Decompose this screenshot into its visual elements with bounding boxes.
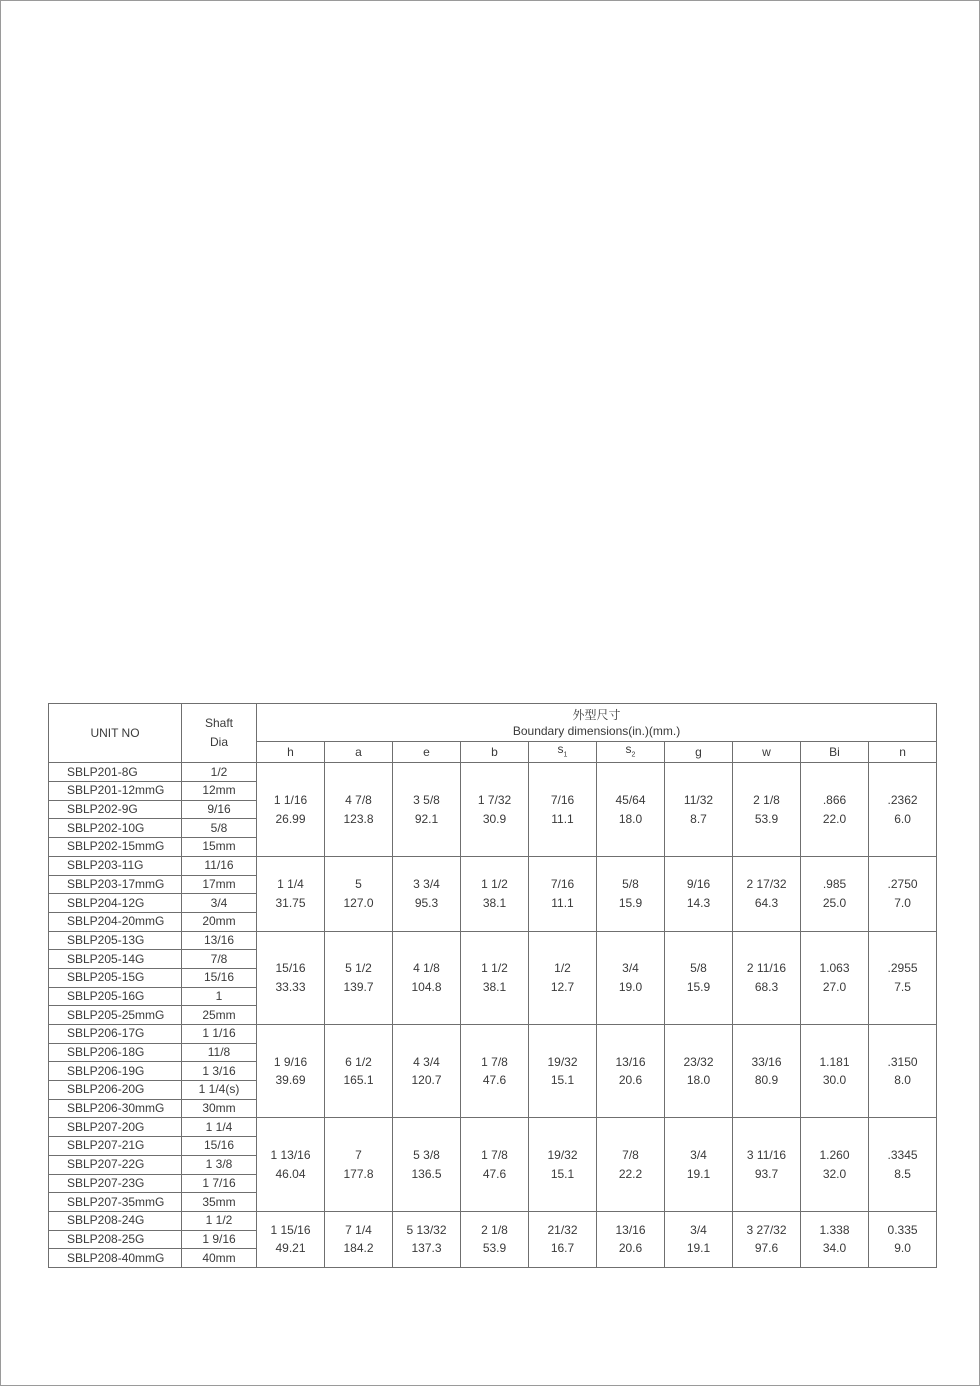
dimension-inch: 3/4 <box>622 961 639 976</box>
dimension-inch: 1.181 <box>819 1054 850 1069</box>
dimension-cell <box>325 1118 393 1211</box>
table-body <box>49 704 937 1268</box>
dimension-cell <box>733 1118 801 1211</box>
dimension-inch: 1.338 <box>819 1222 850 1237</box>
dimension-mm: 31.75 <box>275 895 306 910</box>
shaft-dia-cell: 13/16 <box>182 931 257 950</box>
column-header-9 <box>869 742 937 763</box>
unit-no-cell: SBLP202-9G <box>49 800 182 819</box>
shaft-dia-cell: 12mm <box>182 782 257 801</box>
column-header-3 <box>461 742 529 763</box>
dimension-mm: 20.6 <box>618 1073 643 1088</box>
dimension-mm: 68.3 <box>754 979 779 994</box>
dimension-mm: 34.0 <box>822 1241 847 1256</box>
dimension-cell <box>869 1025 937 1118</box>
dimension-mm: 8.7 <box>690 811 707 826</box>
table-row <box>49 1118 937 1137</box>
unit-no-cell: SBLP208-25G <box>49 1230 182 1249</box>
dimension-cell <box>801 763 869 856</box>
unit-no-cell: SBLP203-17mmG <box>49 875 182 894</box>
dimension-inch: 1 1/4 <box>277 877 304 891</box>
dimension-inch: 3 3/4 <box>413 877 440 891</box>
dimension-inch: 1 13/16 <box>270 1147 311 1162</box>
shaft-dia-cell: 1 9/16 <box>182 1230 257 1249</box>
dimension-mm: 25.0 <box>822 895 847 910</box>
dimension-inch: .866 <box>822 792 847 807</box>
dimension-cell <box>733 931 801 1024</box>
dimension-inch: 7 <box>355 1147 362 1162</box>
dimension-mm: 18.0 <box>618 811 643 826</box>
table-row <box>49 931 937 950</box>
shaft-dia-cell: 35mm <box>182 1193 257 1212</box>
dimension-mm: 6.0 <box>894 811 911 826</box>
dimension-cell <box>393 1025 461 1118</box>
dimension-inch: 1 9/16 <box>273 1054 308 1069</box>
dimension-inch: 1 7/8 <box>481 1147 508 1162</box>
shaft-dia-cell: 1 1/16 <box>182 1025 257 1044</box>
dimension-inch: 1.063 <box>819 961 850 976</box>
dimension-inch: 2 11/16 <box>746 961 787 976</box>
dimension-mm: 47.6 <box>482 1166 507 1181</box>
dimension-cell <box>257 1025 325 1118</box>
dimension-inch: 3 27/32 <box>746 1222 787 1237</box>
dimension-cell <box>257 931 325 1024</box>
header-row-1 <box>49 704 937 742</box>
dimension-mm: 15.9 <box>618 895 643 910</box>
shaft-dia-cell: 11/16 <box>182 856 257 875</box>
shaft-dia-cell: 1/2 <box>182 763 257 782</box>
dims-header-cn: 外型尺寸 <box>572 707 621 722</box>
dimension-mm: 53.9 <box>482 1241 507 1256</box>
dimension-inch: 13/16 <box>615 1222 646 1237</box>
dimension-mm: 16.7 <box>550 1241 575 1256</box>
shaft-dia-cell: 5/8 <box>182 819 257 838</box>
dimension-mm: 120.7 <box>411 1073 442 1088</box>
dimension-mm: 15.1 <box>550 1073 575 1088</box>
dimension-cell <box>733 1025 801 1118</box>
unit-no-cell: SBLP202-15mmG <box>49 838 182 857</box>
dimension-mm: 11.1 <box>551 811 574 826</box>
dimension-mm: 177.8 <box>343 1166 374 1181</box>
dimension-mm: 11.1 <box>551 895 574 910</box>
dimension-mm: 165.1 <box>343 1073 374 1088</box>
dimension-mm: 27.0 <box>822 979 847 994</box>
dimension-mm: 19.1 <box>686 1241 711 1256</box>
shaft-dia-cell: 1 1/2 <box>182 1211 257 1230</box>
dimension-cell <box>325 1025 393 1118</box>
dimension-cell <box>529 1118 597 1211</box>
shaft-header-line1: Shaft <box>204 716 234 731</box>
boundary-dimensions-header <box>257 704 937 742</box>
unit-no-cell: SBLP205-25mmG <box>49 1006 182 1025</box>
column-header-label: w <box>762 744 771 759</box>
dimension-inch: 6 1/2 <box>345 1054 372 1069</box>
dimension-inch: 3/4 <box>690 1222 707 1237</box>
dimension-mm: 53.9 <box>754 811 779 826</box>
dimension-cell <box>325 931 393 1024</box>
dimension-inch: 5/8 <box>622 877 639 891</box>
unit-no-cell: SBLP208-24G <box>49 1211 182 1230</box>
dimension-inch: 1 1/2 <box>481 961 508 976</box>
shaft-dia-cell: 20mm <box>182 912 257 931</box>
dimension-cell <box>665 1025 733 1118</box>
column-header-4 <box>529 742 597 763</box>
dimension-cell <box>257 763 325 856</box>
dimension-inch: 3 5/8 <box>413 792 440 807</box>
dimension-inch: 7 1/4 <box>345 1222 372 1237</box>
unit-no-cell: SBLP206-18G <box>49 1043 182 1062</box>
dimension-mm: 38.1 <box>482 979 507 994</box>
dimension-cell <box>869 856 937 931</box>
dimension-cell <box>529 931 597 1024</box>
dimension-cell <box>393 1118 461 1211</box>
dimension-mm: 9.0 <box>894 1241 911 1256</box>
unit-no-cell: SBLP205-15G <box>49 968 182 987</box>
dimension-mm: 15.1 <box>550 1166 575 1181</box>
shaft-dia-cell: 1 7/16 <box>182 1174 257 1193</box>
unit-no-cell: SBLP201-12mmG <box>49 782 182 801</box>
unit-no-cell: SBLP207-23G <box>49 1174 182 1193</box>
column-header-8 <box>801 742 869 763</box>
column-header-label: g <box>695 744 702 759</box>
dimension-cell <box>325 1211 393 1267</box>
shaft-header-line2: Dia <box>209 735 228 750</box>
dimension-mm: 38.1 <box>482 895 507 910</box>
dimension-mm: 93.7 <box>754 1166 779 1181</box>
dimension-cell <box>597 1118 665 1211</box>
dimension-inch: 4 1/8 <box>413 961 440 976</box>
column-header-label: e <box>423 744 430 759</box>
dimension-mm: 15.9 <box>686 979 711 994</box>
shaft-dia-cell: 7/8 <box>182 950 257 969</box>
dimension-inch: .2750 <box>887 877 918 891</box>
unit-no-cell: SBLP206-20G <box>49 1081 182 1100</box>
dimension-mm: 18.0 <box>686 1073 711 1088</box>
dimension-inch: 0.335 <box>887 1222 918 1237</box>
dimension-inch: 1 7/32 <box>477 792 512 807</box>
unit-no-cell: SBLP207-20G <box>49 1118 182 1137</box>
dimension-cell <box>801 931 869 1024</box>
dimension-mm: 33.33 <box>275 979 306 994</box>
dimension-cell <box>529 1211 597 1267</box>
shaft-dia-cell: 1 1/4 <box>182 1118 257 1137</box>
dimension-cell <box>801 1211 869 1267</box>
column-header-label: Bi <box>829 744 840 759</box>
table-row <box>49 763 937 782</box>
dimension-inch: 7/16 <box>550 792 575 807</box>
dimension-inch: .3345 <box>887 1147 918 1162</box>
shaft-dia-cell: 1 <box>182 987 257 1006</box>
dimension-mm: 20.6 <box>618 1241 643 1256</box>
dimension-mm: 19.1 <box>686 1166 711 1181</box>
dimension-cell <box>393 763 461 856</box>
shaft-dia-cell: 40mm <box>182 1249 257 1268</box>
dimension-inch: 1 1/16 <box>273 792 308 807</box>
dimension-cell <box>257 856 325 931</box>
dimension-cell <box>733 763 801 856</box>
dimension-cell <box>801 856 869 931</box>
dimension-cell <box>529 856 597 931</box>
dimension-inch: 21/32 <box>547 1222 578 1237</box>
dimension-cell <box>801 1025 869 1118</box>
dimension-inch: 5 <box>355 877 362 891</box>
dimension-cell <box>665 763 733 856</box>
dimension-cell <box>597 763 665 856</box>
dimension-cell <box>325 763 393 856</box>
table-row <box>49 856 937 875</box>
column-header-2 <box>393 742 461 763</box>
dimension-inch: 5 3/8 <box>413 1147 440 1162</box>
unit-no-cell: SBLP204-20mmG <box>49 912 182 931</box>
dimension-mm: 12.7 <box>550 979 575 994</box>
dimension-mm: 8.5 <box>894 1166 911 1181</box>
dimension-inch: 9/16 <box>686 877 711 891</box>
dimension-mm: 136.5 <box>411 1166 442 1181</box>
unit-no-cell: SBLP205-16G <box>49 987 182 1006</box>
dimension-mm: 47.6 <box>482 1073 507 1088</box>
dimension-inch: .985 <box>822 877 847 891</box>
dimension-inch: .3150 <box>887 1054 918 1069</box>
dimension-inch: 7/16 <box>550 877 575 891</box>
shaft-dia-cell: 1 3/16 <box>182 1062 257 1081</box>
dimension-mm: 137.3 <box>411 1241 442 1256</box>
column-header-label: a <box>355 744 362 759</box>
column-header-label: b <box>491 744 498 759</box>
dimension-cell <box>393 856 461 931</box>
dimension-mm: 123.8 <box>343 811 374 826</box>
column-header-subscript: 1 <box>563 751 568 759</box>
shaft-dia-cell: 30mm <box>182 1099 257 1118</box>
dimension-cell <box>597 1211 665 1267</box>
dimension-cell <box>869 1118 937 1211</box>
dimension-cell <box>869 1211 937 1267</box>
dimension-mm: 127.0 <box>343 895 374 910</box>
dimension-mm: 30.0 <box>822 1073 847 1088</box>
dimension-mm: 30.9 <box>482 811 507 826</box>
dimension-inch: 45/64 <box>615 792 646 807</box>
dimension-cell <box>733 856 801 931</box>
shaft-dia-cell: 11/8 <box>182 1043 257 1062</box>
dimension-cell <box>597 1025 665 1118</box>
dimension-cell <box>665 1211 733 1267</box>
dimension-cell <box>733 1211 801 1267</box>
dimension-mm: 64.3 <box>754 895 779 910</box>
dimension-inch: 19/32 <box>547 1147 578 1162</box>
dimension-cell <box>325 856 393 931</box>
dimension-cell <box>597 931 665 1024</box>
dimension-inch: 4 7/8 <box>345 792 372 807</box>
unit-no-header: UNIT NO <box>49 704 182 763</box>
dimension-mm: 32.0 <box>822 1166 847 1181</box>
dimension-mm: 26.99 <box>275 811 306 826</box>
dimension-mm: 49.21 <box>275 1241 306 1256</box>
dimension-mm: 19.0 <box>618 979 643 994</box>
dimension-inch: .2955 <box>887 961 918 976</box>
dimension-mm: 7.5 <box>894 979 911 994</box>
dimension-mm: 22.0 <box>822 811 847 826</box>
dimension-cell <box>869 763 937 856</box>
dimension-inch: 1.260 <box>819 1147 850 1162</box>
column-header-label: s <box>557 742 564 756</box>
dimension-cell <box>461 1118 529 1211</box>
dimension-inch: 1 7/8 <box>481 1054 508 1069</box>
dimension-inch: 5 1/2 <box>345 961 372 976</box>
dimension-cell <box>665 856 733 931</box>
dimension-mm: 92.1 <box>414 811 439 826</box>
dimension-cell <box>257 1211 325 1267</box>
unit-no-cell: SBLP208-40mmG <box>49 1249 182 1268</box>
dimension-mm: 46.04 <box>275 1166 306 1181</box>
dimension-inch: 1/2 <box>554 961 571 976</box>
dimension-inch: 19/32 <box>547 1054 578 1069</box>
unit-no-cell: SBLP207-35mmG <box>49 1193 182 1212</box>
dimension-mm: 14.3 <box>686 895 711 910</box>
column-header-6 <box>665 742 733 763</box>
dimension-inch: 2 17/32 <box>746 877 787 891</box>
dimension-inch: 13/16 <box>615 1054 646 1069</box>
shaft-dia-header <box>182 704 257 763</box>
dimension-cell <box>257 1118 325 1211</box>
column-header-1 <box>325 742 393 763</box>
dimension-mm: 184.2 <box>343 1241 374 1256</box>
dimension-inch: 33/16 <box>751 1054 782 1069</box>
shaft-dia-cell: 15/16 <box>182 1137 257 1156</box>
dimension-cell <box>597 856 665 931</box>
dimension-inch: 4 3/4 <box>413 1054 440 1069</box>
unit-no-cell: SBLP207-22G <box>49 1155 182 1174</box>
shaft-dia-cell: 25mm <box>182 1006 257 1025</box>
dimension-inch: 1 15/16 <box>270 1222 311 1237</box>
dimension-cell <box>665 931 733 1024</box>
bearing-unit-spec-table <box>48 703 937 1268</box>
dimension-inch: 2 1/8 <box>481 1222 508 1237</box>
dimension-cell <box>665 1118 733 1211</box>
shaft-dia-cell: 15mm <box>182 838 257 857</box>
column-header-5 <box>597 742 665 763</box>
dimension-cell <box>461 1025 529 1118</box>
dimension-mm: 139.7 <box>343 979 374 994</box>
dimension-cell <box>461 1211 529 1267</box>
dimension-inch: 11/32 <box>683 792 714 807</box>
unit-no-cell: SBLP204-12G <box>49 894 182 913</box>
shaft-dia-cell: 3/4 <box>182 894 257 913</box>
dimension-inch: 15/16 <box>275 961 306 976</box>
dimension-inch: 3 11/16 <box>746 1147 787 1162</box>
table-row <box>49 1211 937 1230</box>
column-header-7 <box>733 742 801 763</box>
unit-no-cell: SBLP203-11G <box>49 856 182 875</box>
shaft-dia-cell: 1 1/4(s) <box>182 1081 257 1100</box>
dimension-cell <box>801 1118 869 1211</box>
dimension-mm: 95.3 <box>414 895 439 910</box>
shaft-dia-cell: 9/16 <box>182 800 257 819</box>
dimension-mm: 104.8 <box>411 979 442 994</box>
dimension-inch: 3/4 <box>690 1147 707 1162</box>
unit-no-cell: SBLP206-19G <box>49 1062 182 1081</box>
dimension-inch: 23/32 <box>683 1054 714 1069</box>
unit-no-cell: SBLP205-14G <box>49 950 182 969</box>
dimension-mm: 97.6 <box>754 1241 779 1256</box>
dimension-mm: 8.0 <box>894 1073 911 1088</box>
dimension-cell <box>529 1025 597 1118</box>
dimension-cell <box>393 1211 461 1267</box>
dimension-inch: 1 1/2 <box>481 877 508 891</box>
dimension-mm: 80.9 <box>754 1073 779 1088</box>
dimension-inch: 5/8 <box>690 961 707 976</box>
dimension-cell <box>393 931 461 1024</box>
dimension-inch: 5 13/32 <box>406 1222 447 1237</box>
dimension-cell <box>869 931 937 1024</box>
dimension-inch: 2 1/8 <box>753 792 780 807</box>
shaft-dia-cell: 1 3/8 <box>182 1155 257 1174</box>
dimension-cell <box>529 763 597 856</box>
table-row <box>49 1025 937 1044</box>
dimension-mm: 22.2 <box>618 1166 643 1181</box>
shaft-dia-cell: 17mm <box>182 875 257 894</box>
dimension-inch: .2362 <box>887 792 918 807</box>
unit-no-cell: SBLP207-21G <box>49 1137 182 1156</box>
column-header-0 <box>257 742 325 763</box>
column-header-label: s <box>625 742 632 756</box>
dimension-mm: 39.69 <box>275 1073 306 1088</box>
dims-header-en: Boundary dimensions(in.)(mm.) <box>512 723 681 738</box>
column-header-label: n <box>899 744 906 759</box>
unit-no-cell: SBLP205-13G <box>49 931 182 950</box>
dimension-inch: 7/8 <box>622 1147 639 1162</box>
column-header-label: h <box>287 744 294 759</box>
unit-no-cell: SBLP206-30mmG <box>49 1099 182 1118</box>
dimension-cell <box>461 763 529 856</box>
dimension-cell <box>461 856 529 931</box>
dimension-mm: 7.0 <box>894 895 911 910</box>
unit-no-cell: SBLP202-10G <box>49 819 182 838</box>
column-header-subscript: 2 <box>631 751 636 759</box>
dimension-cell <box>461 931 529 1024</box>
unit-no-cell: SBLP206-17G <box>49 1025 182 1044</box>
unit-no-cell: SBLP201-8G <box>49 763 182 782</box>
shaft-dia-cell: 15/16 <box>182 968 257 987</box>
